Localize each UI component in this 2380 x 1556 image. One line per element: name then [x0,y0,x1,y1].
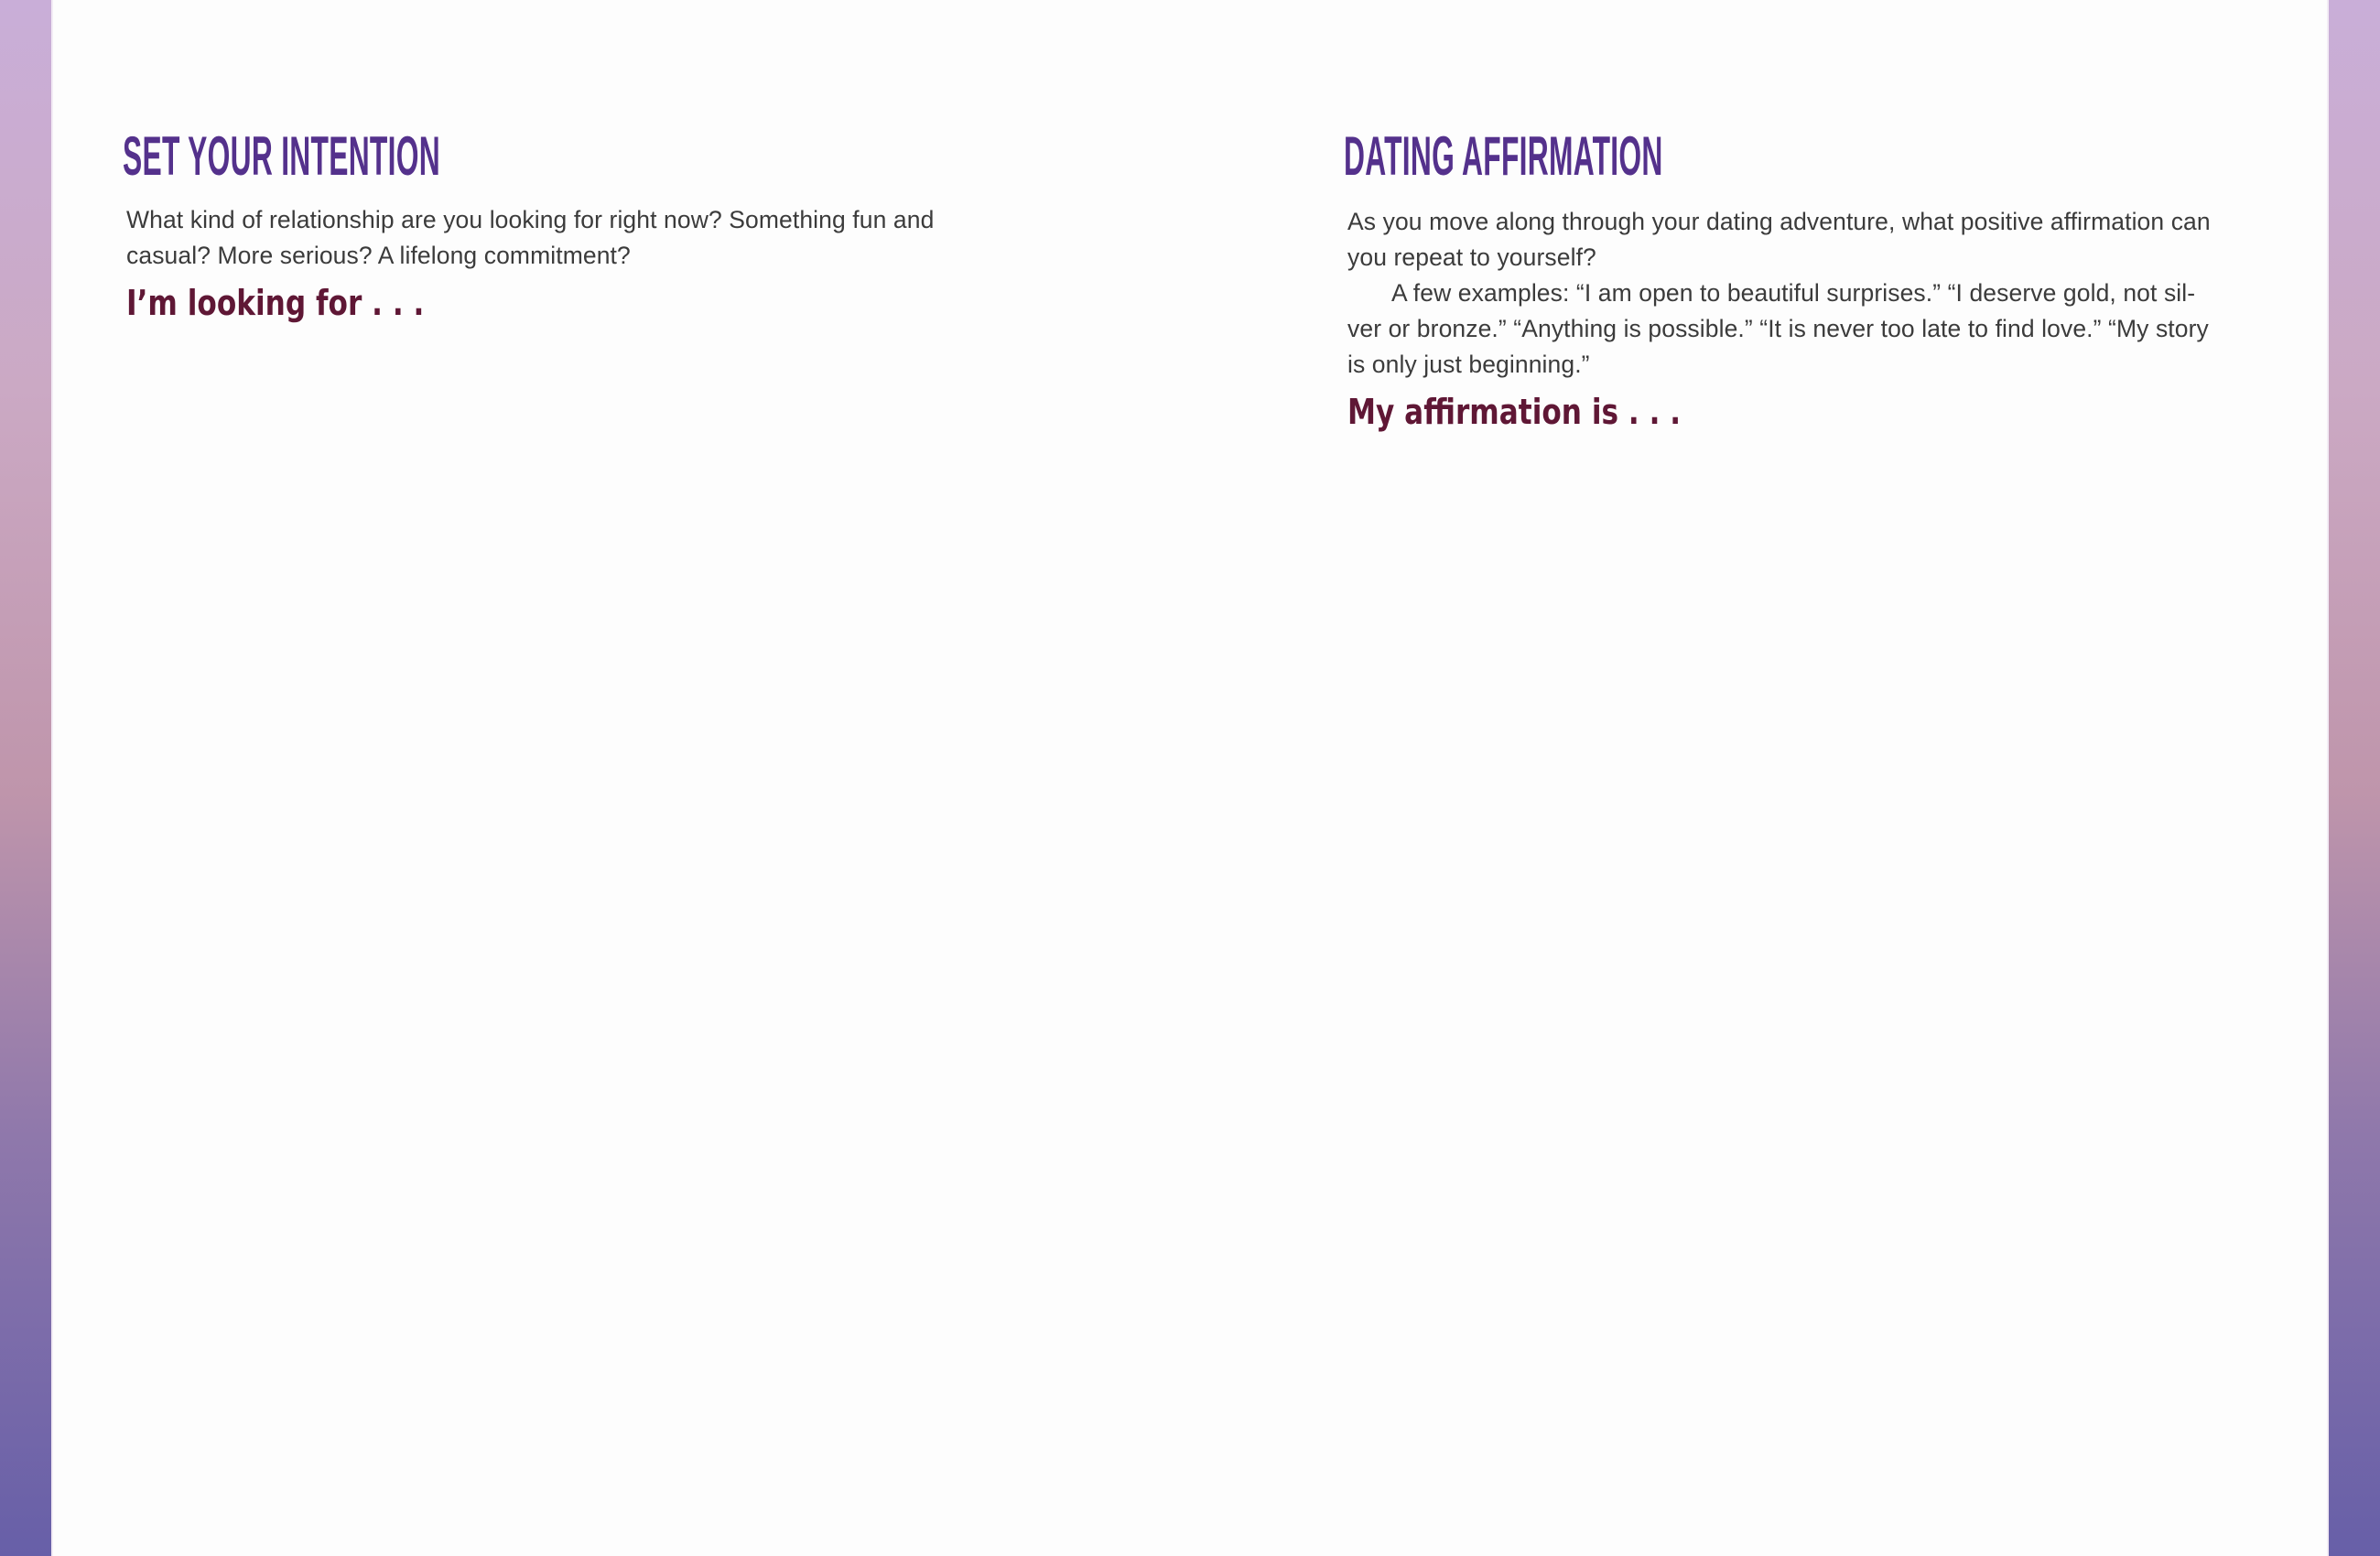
body-text-line: ver or bronze.” “Anything is possible.” “It is never too late to find love.” “My story [1347,315,2209,342]
right-page-edge-gradient [2327,0,2380,1556]
writing-prompt-im-looking-for: I’m looking for . . . [126,283,425,323]
body-text-line: As you move along through your dating adventure, what positive affirmation can [1347,208,2211,235]
writing-prompt-my-affirmation-is: My affirmation is . . . [1347,392,1682,432]
body-text-line: casual? More serious? A lifelong commitment? [126,242,631,269]
body-text-line: is only just beginning.” [1347,351,1590,378]
dating-affirmation-body [1347,204,2211,383]
section-heading-dating-affirmation: DATING AFFIRMATION [1344,125,1663,187]
body-text-line: What kind of relationship are you looking for right now? Something fun and [126,206,935,233]
set-your-intention-body [126,202,934,274]
section-heading-set-your-intention: SET YOUR INTENTION [123,125,440,187]
body-text-line: you repeat to yourself? [1347,243,1596,271]
body-text-line: A few examples: “I am open to beautiful surprises.” “I deserve gold, not sil- [1391,279,2196,307]
left-page-edge-gradient [0,0,53,1556]
